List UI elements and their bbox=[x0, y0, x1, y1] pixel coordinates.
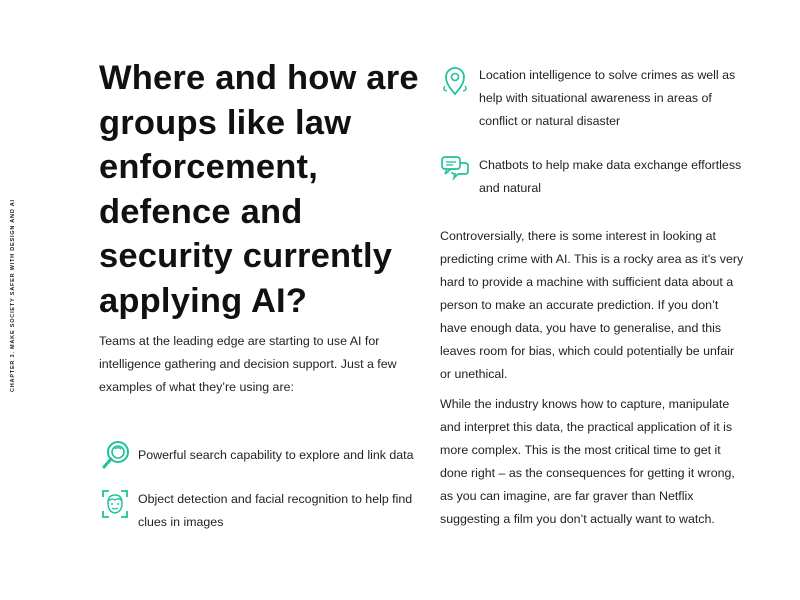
chat-bubbles-icon bbox=[440, 154, 470, 182]
list-item: Object detection and facial recognition to help find clues in images bbox=[138, 492, 413, 529]
page-heading: Where and how are groups like law enforcement, defence and security currently applying AI? bbox=[99, 59, 419, 320]
location-pin-icon bbox=[441, 66, 469, 98]
body-paragraph: Controversially, there is some interest in looking at predicting crime with AI. This is a rocky area as it’s very hard to provide a machine with sufficient data about a person to make an accurate prediction. If you don’t have enough data, you have to generalise, and this leaves room for bias, which could potentially be unfair or unethical. bbox=[440, 229, 744, 381]
face-recognition-icon bbox=[101, 489, 129, 519]
search-icon bbox=[101, 440, 131, 472]
chapter-side-label: CHAPTER 3. MAKE SOCIETY SAFER WITH DESIGN AND AI bbox=[10, 199, 16, 392]
body-paragraph: While the industry knows how to capture, manipulate and interpret this data, the practical application of it is more complex. This is the most critical time to get it done right – as the consequences for getting it wrong, as you can imagine, are far graver than Netflix suggesting a film you don’t actually want to watch. bbox=[440, 397, 735, 526]
intro-paragraph: Teams at the leading edge are starting to use AI for intelligence gathering and decision support. Just a few examples of what they’re using are: bbox=[99, 334, 397, 394]
list-item: Location intelligence to solve crimes as well as help with situational awareness in areas of conflict or natural disaster bbox=[479, 68, 736, 128]
list-item: Chatbots to help make data exchange effortless and natural bbox=[479, 158, 742, 195]
list-item: Powerful search capability to explore and link data bbox=[138, 448, 414, 462]
